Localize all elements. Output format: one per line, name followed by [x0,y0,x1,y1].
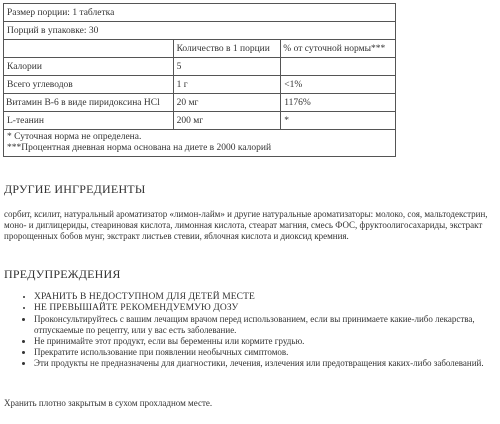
column-header-daily-value: % от суточной нормы*** [281,40,396,58]
footnote-daily-value-basis: ***Процентная дневная норма основана на диете в 2000 калорий [7,143,272,153]
column-header-amount: Количество в 1 порции [173,40,281,58]
serving-size-row [4,4,396,22]
footnotes-row [4,130,396,157]
supplement-facts-table [3,3,396,157]
table-row [4,76,396,94]
warnings-heading: ПРЕДУПРЕЖДЕНИЯ [4,267,121,281]
list-item: • Эти продукты не предназначены для диагностики, лечения, излечения или предотвращения каких-либо заболеваний. [34,358,500,369]
serving-size: Размер порции: 1 таблетка [4,4,396,22]
table-row [4,94,396,112]
header-blank-cell [4,40,174,58]
nutrient-amount: 200 мг [173,112,281,130]
table-row [4,58,396,76]
servings-per-container-row [4,22,396,40]
table-header-row [4,40,396,58]
servings-per-container: Порций в упаковке: 30 [4,22,396,40]
nutrient-name: Витамин B-6 в виде пиридоксина HCl [4,94,174,112]
warnings-list [18,292,500,369]
footnotes-cell [4,130,396,157]
nutrient-name: Калории [4,58,174,76]
nutrient-daily-value: <1% [281,76,396,94]
nutrient-name: Всего углеводов [4,76,174,94]
list-item: • Прекратите использование при появлении необычных симптомов. [34,347,500,358]
list-item: • НЕ ПРЕВЫШАЙТЕ РЕКОМЕНДУЕМУЮ ДОЗУ [34,303,500,314]
other-ingredients-text: сорбит, ксилит, натуральный ароматизатор «лимон-лайм» и другие натуральные ароматизаторы: молоко, соя, мальтодекстрин, моно- и диглицериды, стеариновая кислота, лимонная кислота, стеарат магния, смесь ФОС, фруктоолигосахариды, экстракт пророщенных бобов мунг, экстракт листьев стевии, яблочная кислота и диоксид кремния. [4,209,488,241]
table-row [4,112,396,130]
nutrient-amount: 20 мг [173,94,281,112]
list-item: • Не принимайте этот продукт, если вы беременны или кормите грудью. [34,336,500,347]
nutrient-amount: 5 [173,58,281,76]
nutrient-daily-value: * [281,112,396,130]
nutrient-name: L-теанин [4,112,174,130]
nutrient-daily-value: 1176% [281,94,396,112]
nutrient-daily-value [281,58,396,76]
nutrient-amount: 1 г [173,76,281,94]
footnote-not-established: * Суточная норма не определена. [7,132,142,142]
list-item: • ХРАНИТЬ В НЕДОСТУПНОМ ДЛЯ ДЕТЕЙ МЕСТЕ [34,292,500,303]
list-item: • Проконсультируйтесь с вашим лечащим врачом перед использованием, если вы принимаете какие-либо лекарства, отпускаемые по рецепту, или у вас есть заболевание. [34,314,500,336]
other-ingredients-heading: ДРУГИЕ ИНГРЕДИЕНТЫ [4,182,146,196]
storage-note: Хранить плотно закрытым в сухом прохладном месте. [4,398,213,408]
